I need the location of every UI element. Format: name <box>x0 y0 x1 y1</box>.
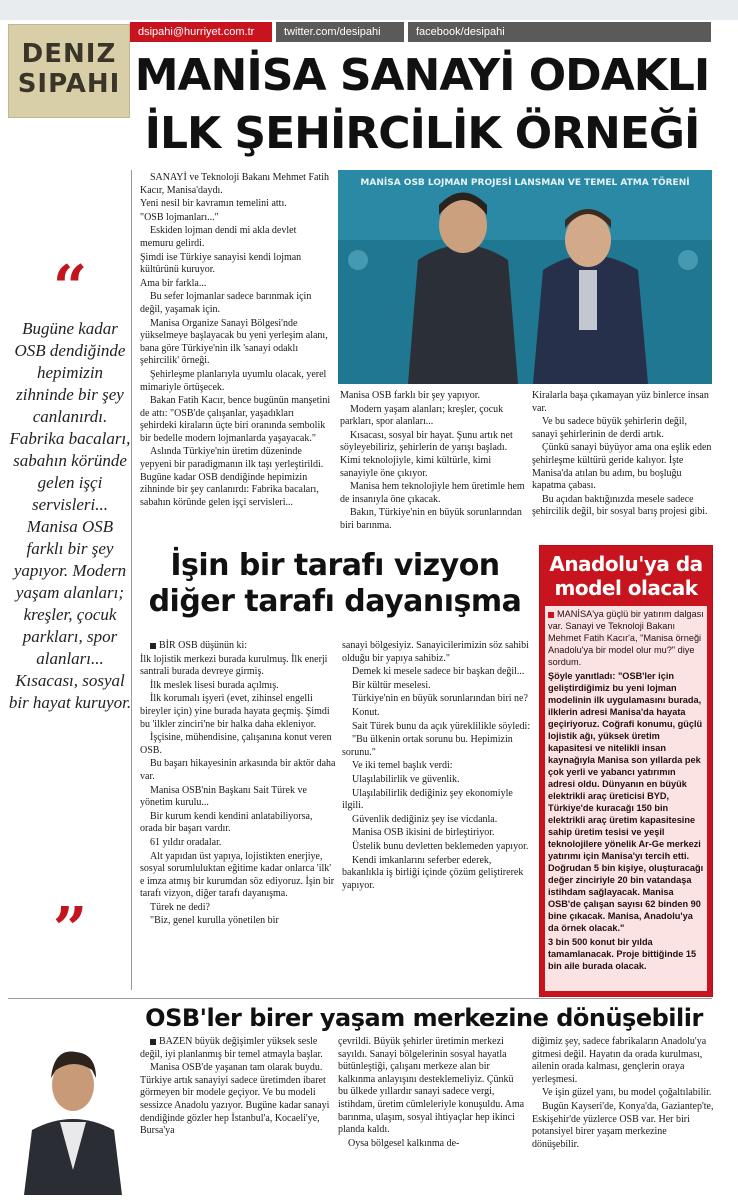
column-3 <box>532 390 712 520</box>
quote-open-icon: “ <box>52 253 88 323</box>
col1-p: Şehirleşme planlarıyla uyumlu olacak, yerel mimariyle örtüşecek. <box>140 368 327 393</box>
article-photo <box>338 170 712 384</box>
pull-quote: Bugüne kadar OSB dendiğinde hepimizin zihninde bir şey canlanırdı. Fabrika bacaları, sabahın köründe gelen işçi servisleri... Manisa OSB farklı bir şey yapıyor. Modern yaşam alanları; kreşler, çocuk parkları, spor alanları... Kısacası, sosyal bir hayat kuruyor. <box>8 319 132 712</box>
sidebox-p1 <box>548 608 704 668</box>
column-2 <box>340 390 525 534</box>
sec2-p: Manisa OSB'nin Başkanı Sait Türek ve yönetim kurulu... <box>140 784 307 809</box>
col1-p: Eskiden lojman dendi mi akla devlet memuru gelirdi. <box>140 225 297 249</box>
author-first-name: DENIZ <box>21 39 117 69</box>
sec2-p: Güvenlik dediğiniz şey ise vicdanla. <box>352 813 498 825</box>
col3-p: Ve bu sadece büyük şehirlerin değil, sanayi şehirlerinin de derdi artık. <box>532 416 687 440</box>
sec2-p: Sait Türek bunu da açık yüreklilikle söyledi: <box>352 720 531 732</box>
sec2-p: İşçisine, mühendisine, çalışanına konut veren OSB. <box>140 732 332 756</box>
col3-p: Bu açıdan baktığınızda mesele sadece şehircilik değil, bir sosyal barış projesi gibi. <box>532 493 708 518</box>
bullet-icon <box>150 643 156 649</box>
sec2-p: Bir kültür meselesi. <box>352 679 431 691</box>
col1-p: "OSB lojmanları..." <box>140 211 219 223</box>
sidebox <box>539 545 713 997</box>
subhead-vision <box>136 548 534 620</box>
col3-p: Kiralarla başa çıkamayan yüz binlerce insan var. <box>532 390 709 414</box>
sec2-p: "Bu ülkenin ortak sorunu bu. Hepimizin sorunu." <box>342 734 513 758</box>
sec2-p: Demek ki mesele sadece bir başkan değil... <box>352 666 525 678</box>
sec2-p: Üstelik bunu devletten beklemeden yapıyor. <box>352 840 529 852</box>
sidebox-title-line2: model olacak <box>554 576 698 600</box>
sec3-p: Manisa OSB'de yaşanan tam olarak buydu. Türkiye artık sanayiyi sadece üretimden ibaret görmeyen bir modele geçiyor. Ve bu modeli sessizce Anadolu yazıyor. Bugüne kadar sanayi dendiğinde gözler hep İstanbul'a, Kocaeli'ye, Bursa'ya <box>140 1062 330 1137</box>
col1-p: SANAYİ ve Teknoloji Bakanı Mehmet Fatih Kacır, Manisa'daydı. <box>140 172 330 196</box>
sec3-p: Oysa bölgesel kalkınma de- <box>348 1137 460 1149</box>
sec2-p: "Biz, genel kurulla yönetilen bir <box>150 915 279 927</box>
col1-p: Şimdi ise Türkiye sanayisi kendi lojman kültürünü kuruyor. <box>140 251 302 276</box>
sidebox-p2: Şöyle yanıtladı: "OSB'ler için geliştirdiğimiz bu yeni lojman modelinin ilk uygulamasını burada, ilklerin adresi Manisa'da hayata geçiriyoruz. Coğrafi konumu, güçlü lojistik ağı, yüksek üretim kapasitesi ve nitelikli insan kaynağıyla Manisa son yıllarda pek çok yerli ve yabancı yatırımın adresi oldu. Dünyanın en büyük elektrikli araç üreticisi BYD, Türkiye'de kuracağı 150 bin elektrikli araç üretim kapasitesine sahip üretim tesisi ve yeşil teknolojilere yönelik Ar-Ge merkezi yatırımı için Manisa'yı tercih etti. Doğrudan 5 bin kişiye, oluşturacağı değer zinciriyle 20 bin vatandaşa istihdam sağlayacak. Manisa OSB'de çalışan sayısı 62 binden 90 bine çıkacak. Manisa, Anadolu'ya da örnek olacak." <box>548 671 704 933</box>
author-last-name: SIPAHI <box>17 69 121 99</box>
photo-illustration <box>338 170 712 384</box>
sidebox-p1-text: MANİSA'ya güçlü bir yatırım dalgası var. Sanayi ve Teknoloji Bakanı Mehmet Fatih Kacır'a, "Manisa örneği Anadolu'ya bir model olur mu?" diye sordum. <box>548 609 704 667</box>
sec2-p: İlk meslek lisesi burada açılmış. <box>150 679 279 691</box>
sec2-p: İlk lojistik merkezi burada kurulmuş. İlk enerji santrali burada devreye girmiş. <box>140 653 328 678</box>
headline-line2: İLK ŞEHİRCİLİK ÖRNEĞİ <box>144 108 700 159</box>
col3-p: Çünkü sanayi büyüyor ama ona eşlik eden şehirleşme kültürü geride kalıyor. İşte Manisa'da atılan bu adım, bu boşluğu kapatma çabası. <box>532 442 712 492</box>
top-bar <box>0 0 738 20</box>
sec2-p: Ulaşılabilirlik dediğiniz şey ekonomiyle ilgili. <box>342 787 513 812</box>
subhead-vision-line1: İşin bir tarafı vizyon <box>170 548 500 583</box>
facebook-strip: facebook/desipahi <box>408 22 711 42</box>
sidebox-title <box>540 546 712 600</box>
sec2-p: Bir kurum kendi kendini anlatabiliyorsa, orada bir başarı vardır. <box>140 810 313 835</box>
sec2-p: Manisa OSB ikisini de birleştiriyor. <box>352 827 495 839</box>
sec2-p: Ulaşılabilirlik ve güvenlik. <box>352 773 460 785</box>
sec2-p-text: BİR OSB düşünün ki: <box>159 640 248 651</box>
author-portrait <box>14 1030 132 1195</box>
sec2-p: 61 yıldır oradalar. <box>150 836 222 848</box>
sec2-p: Türek ne dedi? <box>150 901 210 913</box>
bullet-icon <box>548 612 554 618</box>
sec2-p: Kendi imkanlarını seferber ederek, bakanlıkla iş birliği içinde çözüm geliştirerek yapıyor. <box>342 854 524 891</box>
email-strip: dsipahi@hurriyet.com.tr <box>130 22 272 42</box>
section3-column-1 <box>140 1036 332 1139</box>
col1-p: Bu sefer lojmanlar sadece barınmak için değil, yaşamak için. <box>140 291 312 315</box>
subhead-vision-line2: diğer tarafı dayanışma <box>148 584 522 619</box>
section3-column-3 <box>532 1036 714 1152</box>
headline-line1: MANİSA SANAYİ ODAKLI <box>134 50 710 101</box>
col2-p: Manisa hem teknolojiyle hem üretimle hem de insanıyla öne çıkacak. <box>340 481 525 505</box>
sec3-p: diğimiz şey, sadece fabrikaların Anadolu'ya gitmesi değil. Hayatın da orada kurulması, ailenin orada kalması, gençlerin oraya yerleşmesi. <box>532 1036 707 1085</box>
sidebox-body <box>545 606 707 991</box>
bullet-icon <box>150 1039 156 1045</box>
quote-close-icon: ” <box>52 895 88 965</box>
sec2-p: Türkiye'nin en büyük sorunlarından biri ne? <box>352 693 528 705</box>
col2-p: Manisa OSB farklı bir şey yapıyor. <box>340 390 480 401</box>
sec3-p-text: BAZEN büyük değişimler yüksek sesle değil, iyi planlanmış bir temel atmayla başlar. <box>140 1036 323 1060</box>
sec2-p <box>140 640 336 653</box>
col1-p: Yeni nesil bir kavramın temelini attı. <box>140 198 287 210</box>
section-divider <box>8 998 712 999</box>
sec3-p: Bugün Kayseri'de, Konya'da, Gaziantep'te, Eskişehir'de yüzlerce OSB var. Her biri potansiyel birer yaşam merkezine dönüşebilir. <box>532 1100 714 1150</box>
sec2-p: Bu başarı hikayesinin arkasında bir aktör daha var. <box>140 758 336 782</box>
column-1 <box>140 172 332 510</box>
author-nameplate <box>8 24 130 118</box>
col2-p: Bakın, Türkiye'nin en büyük sorunlarından biri barınma. <box>340 507 522 531</box>
section2-column-2 <box>342 640 532 893</box>
sidebox-title-line1: Anadolu'ya da <box>549 552 703 576</box>
subhead-life-centers: OSB'ler birer yaşam merkezine dönüşebilir <box>145 1004 703 1032</box>
col2-p: Modern yaşam alanları; kreşler, çocuk parkları, spor alanları... <box>340 403 504 428</box>
section2-column-1 <box>140 640 336 929</box>
twitter-strip: twitter.com/desipahi <box>276 22 404 42</box>
sec2-p: İlk korumalı işyeri (evet, zihinsel engelli bireyler için) yine burada hayata geçmiş. Şimdi bu 'ilkler zinciri'ne bir halka daha ekleniyor. <box>140 693 330 730</box>
sec2-p: sanayi bölgesiyiz. Sanayicilerimizin söz sahibi olduğu bir yapıya sahibiz." <box>342 640 529 664</box>
section3-column-2 <box>338 1036 526 1151</box>
sec2-p: Alt yapıdan üst yapıya, lojistikten enerjiye, sosyal sorumluluktan eğitime kadar onlarca 'ilk' e imza atmış bir kurumdan söz ediyoruz. İşin bir tarafı vizyon, diğer tarafı dayanışma. <box>140 850 335 900</box>
sec2-p: Ve iki temel başlık verdi: <box>352 760 453 772</box>
col2-p: Kısacası, sosyal bir hayat. Şunu artık net söyleyebiliriz, şehirlerin de yarışı başladı. Kimi teknolojiyle, kimi kültürle, kimi sanayiyle öne çıkıyor. <box>340 429 513 479</box>
col1-p: Bakan Fatih Kacır, bence bugünün manşetini de attı: "OSB'de çalışanlar, yaşadıkları şehirdeki kiraların üçte biri oranında sembolik bir bedelle modern lojmanlarda yaşayacak." <box>140 395 331 444</box>
col1-p: Ama bir farkla... <box>140 277 207 289</box>
sec3-p <box>140 1036 332 1061</box>
author-photo <box>14 1030 132 1195</box>
col1-p: Manisa Organize Sanayi Bölgesi'nde yükselmeye başlayacak bu yeni yerleşim alanı, bana göre Türkiye'nin ilk 'sanayi odaklı şehircilik' örneği. <box>140 317 328 367</box>
col1-p: Aslında Türkiye'nin üretim düzeninde yepyeni bir paradigmanın ilk taşı yerleştirildi. Bugüne kadar OSB dendiğinde hepimizin zihninde bir şey canlanırdı: Fabrika bacaları, sabahın köründe gelen işçi servisleri... <box>140 446 324 508</box>
sidebox-p3: 3 bin 500 konut bir yılda tamamlanacak. Proje bittiğinde 15 bin aile burada olacak. <box>548 937 697 971</box>
sec2-p: Konut. <box>352 706 380 718</box>
sec3-p: Ve işin güzel yanı, bu model çoğaltılabilir. <box>542 1087 712 1099</box>
sec3-p: çevrildi. Büyük şehirler üretimin merkezi sayıldı. Sanayi bölgelerinin sosyal hayatla bütünleştiği, çalışanı merkeze alan bir kalkınma anlayışını desteklemeliyiz. Çünkü bu ülkede yıllardır sanayi sadece vergi, istihdam, üretim cümleleriyle konuşuldu. Ama barınma, ulaşım, sosyal ihtiyaçlar hep ikinci planda kaldı. <box>338 1036 525 1136</box>
photo-banner: MANİSA OSB LOJMAN PROJESİ LANSMAN VE TEMEL ATMA TÖRENİ <box>360 178 690 188</box>
